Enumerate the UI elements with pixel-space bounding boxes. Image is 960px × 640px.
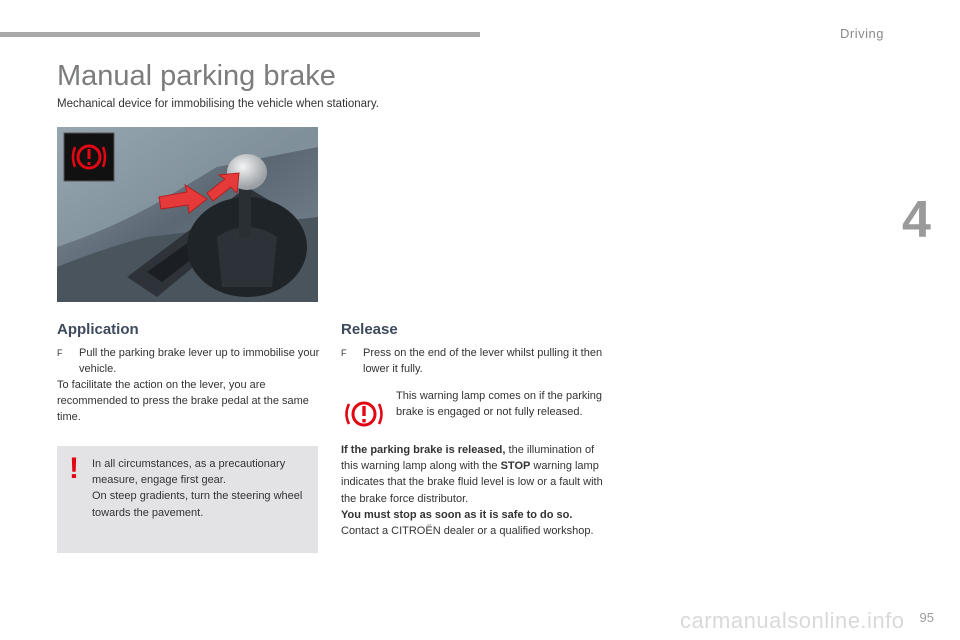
release-bullet — [341, 345, 623, 377]
page-title: Manual parking brake — [57, 60, 336, 92]
warning-note-text — [92, 456, 314, 521]
parking-brake-photo — [57, 127, 318, 302]
release-text: warning lamp indicates that the brake fluid level is low or a fault with the brake force distributor. — [341, 460, 603, 505]
release-text: the illumination of this warning lamp along with the — [341, 444, 595, 473]
warning-line: On steep gradients, turn the steering wheel towards the pavement. — [92, 490, 303, 519]
dealer-contact-text: Contact a CITROËN dealer or a qualified workshop. — [341, 525, 594, 538]
bullet-marker: F — [57, 348, 63, 358]
stop-label: STOP — [500, 460, 531, 473]
brake-warning-lamp-icon — [343, 396, 385, 432]
release-heading: Release — [341, 321, 398, 338]
application-heading: Application — [57, 321, 139, 338]
application-bullet — [57, 345, 329, 377]
chapter-number: 4 — [902, 191, 931, 249]
bullet-marker: F — [341, 348, 347, 358]
warning-line: In all circumstances, as a precautionary measure, engage first gear. — [92, 458, 286, 487]
top-rule — [0, 32, 480, 37]
warning-note — [57, 446, 318, 553]
stop-instruction: You must stop as soon as it is safe to do so. — [341, 508, 573, 521]
release-bold-intro: If the parking brake is released, — [341, 444, 506, 456]
application-paragraph: To facilitate the action on the lever, you are recommended to press the brake pedal at the same time. — [57, 379, 309, 424]
release-bullet-text: Press on the end of the lever whilst pulling it then lower it fully. — [363, 347, 603, 376]
application-bullet-text: Pull the parking brake lever up to immobilise your vehicle. — [79, 347, 320, 376]
watermark: carmanualsonline.info — [680, 608, 905, 633]
page-number: 95 — [919, 610, 934, 625]
warning-exclamation-icon: ! — [69, 452, 79, 485]
warning-lamp-description: This warning lamp comes on if the parking brake is engaged or not fully released. — [396, 390, 603, 419]
page-subtitle: Mechanical device for immobilising the vehicle when stationary. — [57, 98, 379, 110]
release-paragraph — [341, 442, 611, 539]
section-label: Driving — [840, 26, 884, 41]
